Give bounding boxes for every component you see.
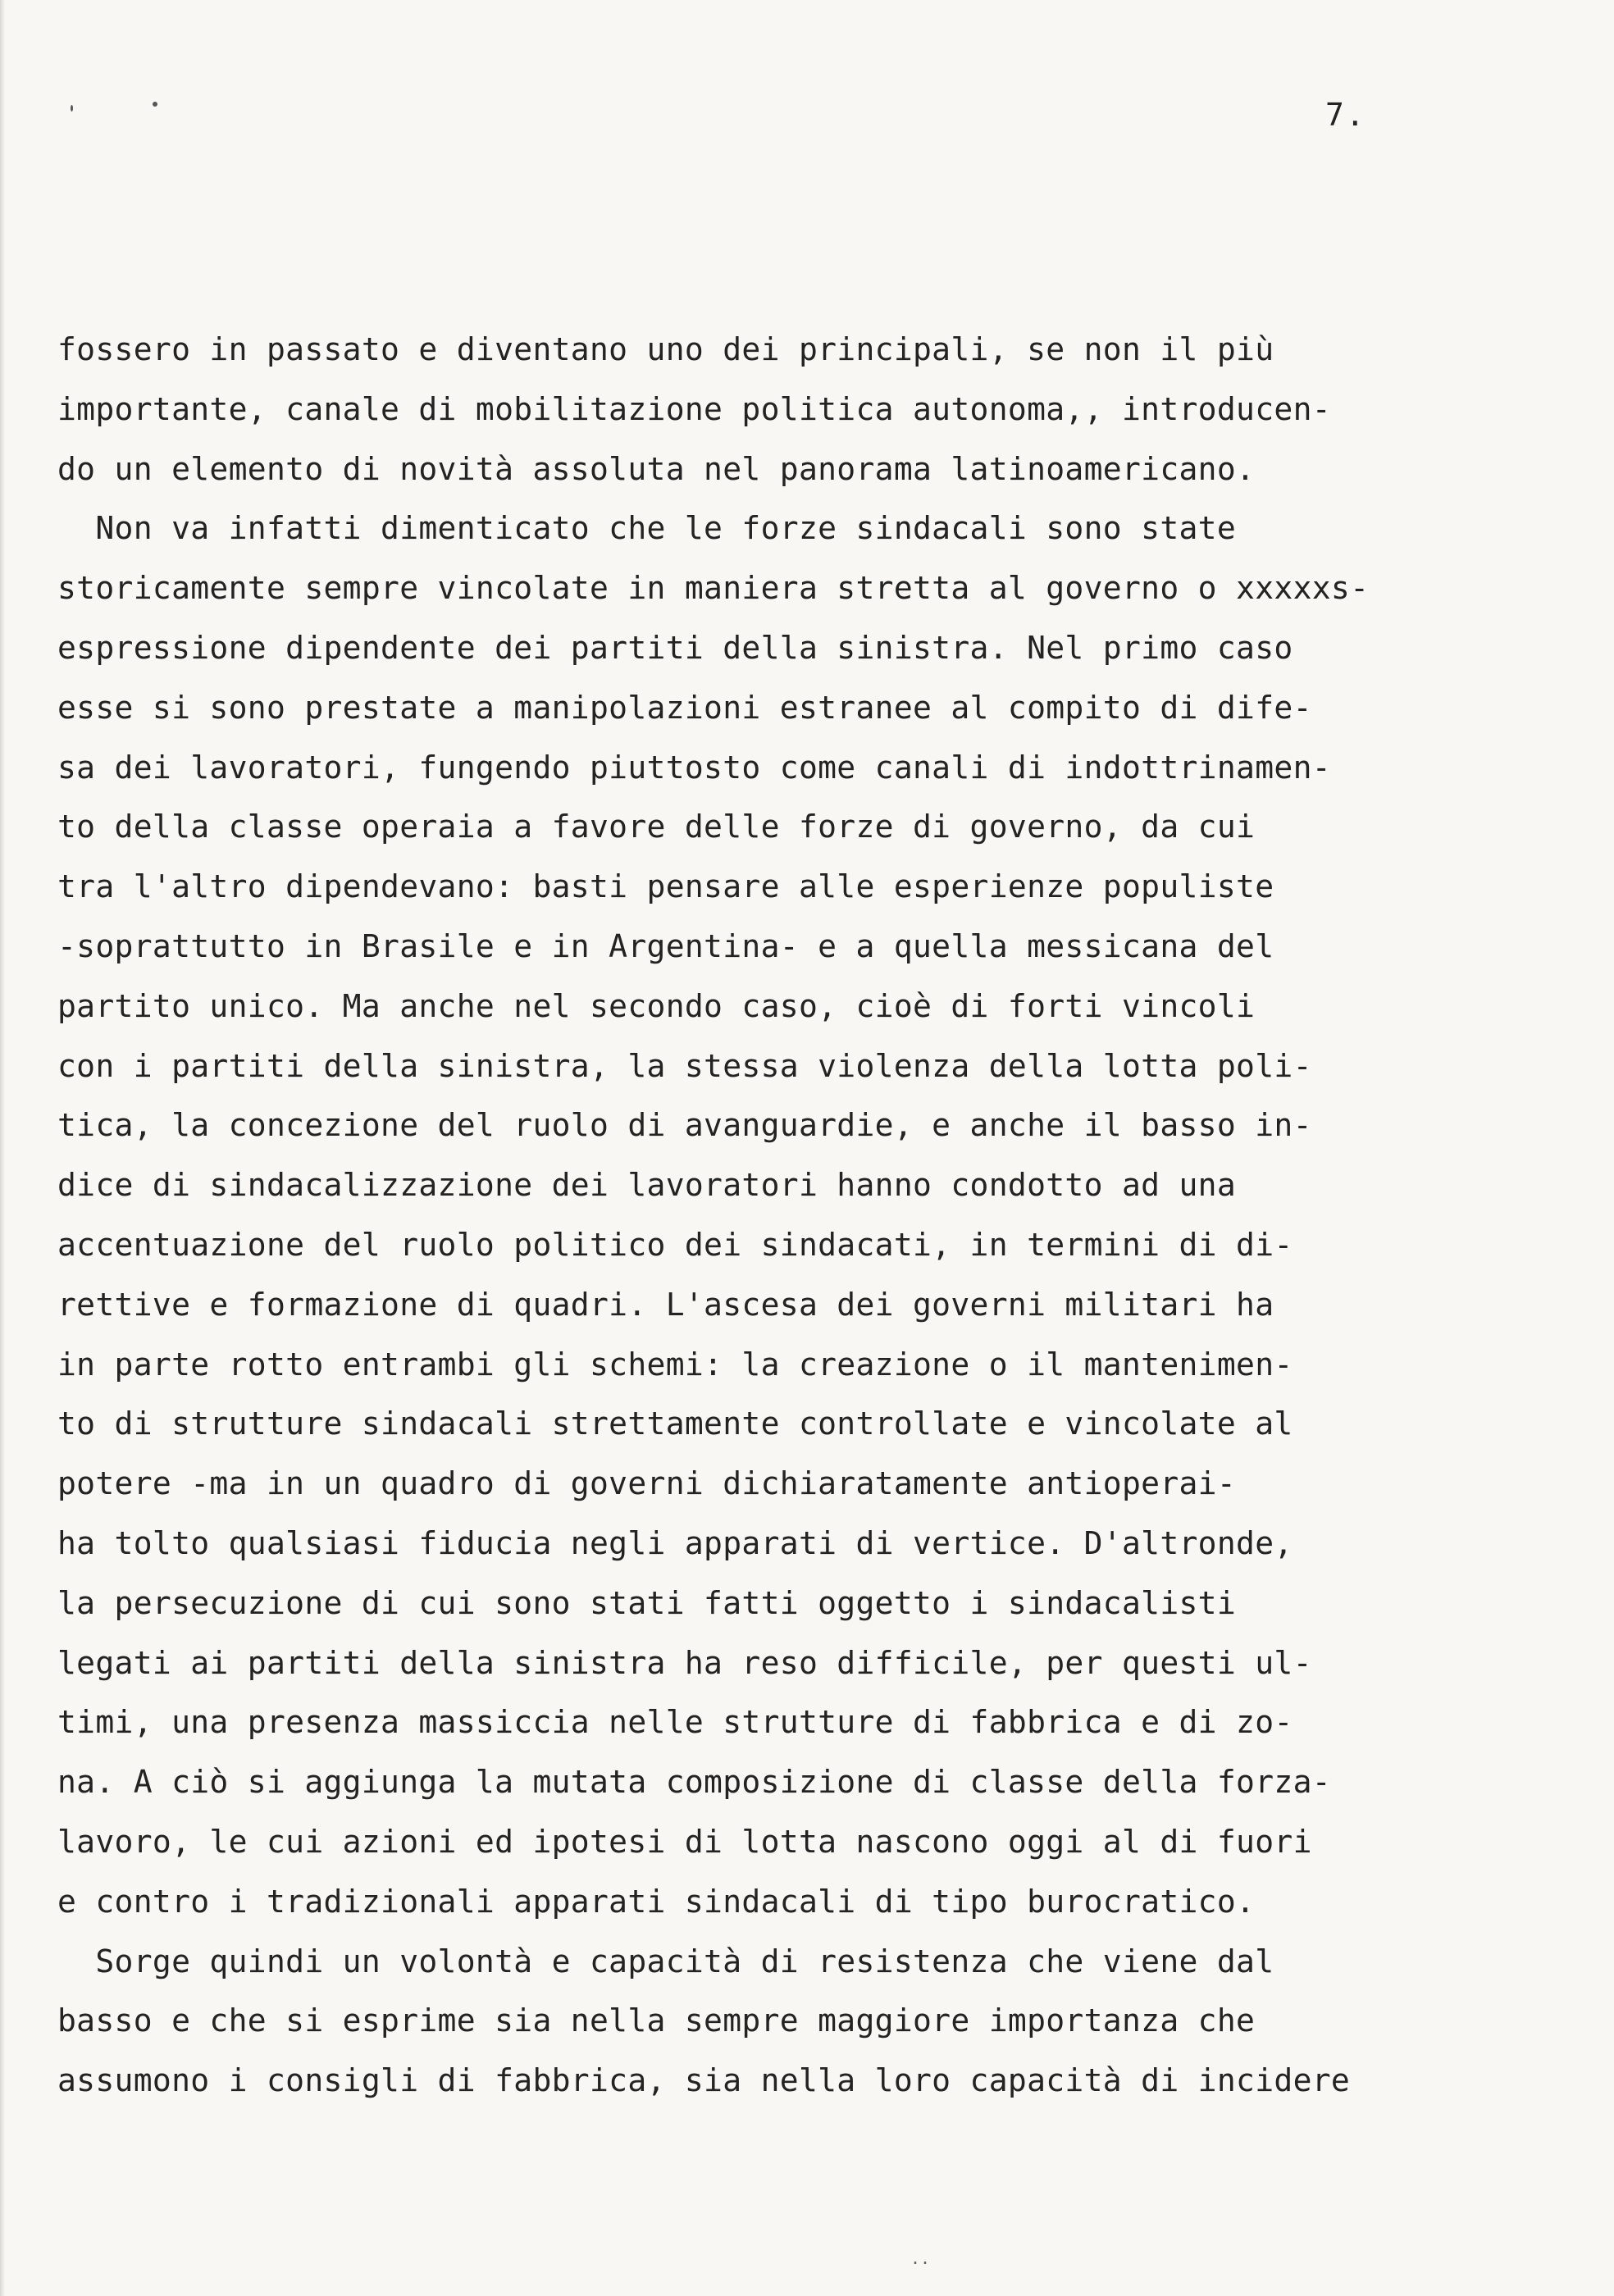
text-line: potere -ma in un quadro di governi dichiaratamente antioperai-: [57, 1465, 1237, 1502]
stray-mark: [71, 105, 73, 112]
text-line: to della classe operaia a favore delle forze di governo, da cui: [57, 809, 1256, 845]
text-line: dice di sindacalizzazione dei lavoratori hanno condotto ad una: [57, 1167, 1237, 1204]
text-line: sa dei lavoratori, fungendo piuttosto come canali di indottrinamen-: [57, 749, 1331, 786]
text-line: Sorge quindi un volontà e capacità di resistenza che viene dal: [57, 1943, 1274, 1979]
text-line: na. A ciò si aggiunga la mutata composizione di classe della forza-: [57, 1764, 1331, 1801]
text-line: storicamente sempre vincolate in maniera stretta al governo o xxxxxs-: [57, 570, 1370, 607]
typed-paragraphs: [57, 320, 1583, 2111]
page-number: 7.: [1325, 97, 1366, 133]
text-line: esse si sono prestate a manipolazioni estranee al compito di dife-: [57, 689, 1312, 726]
text-line: -soprattutto in Brasile e in Argentina- e a quella messicana del: [57, 927, 1274, 964]
text-line: con i partiti della sinistra, la stessa violenza della lotta poli-: [57, 1047, 1312, 1084]
text-line: in parte rotto entrambi gli schemi: la creazione o il mantenimen-: [57, 1346, 1293, 1383]
text-line: partito unico. Ma anche nel secondo caso, cioè di forti vincoli: [57, 987, 1256, 1024]
page-edge-shadow: [0, 0, 5, 2296]
text-line: ha tolto qualsiasi fiducia negli apparati di vertice. D'altronde,: [57, 1524, 1293, 1561]
text-line: rettive e formazione di quadri. L'ascesa dei governi militari ha: [57, 1286, 1274, 1323]
text-line: accentuazione del ruolo politico dei sindacati, in termini di di-: [57, 1226, 1293, 1263]
text-line: timi, una presenza massiccia nelle strutture di fabbrica e di zo-: [57, 1704, 1293, 1741]
text-line: fossero in passato e diventano uno dei principali, se non il più: [57, 331, 1274, 367]
text-line: lavoro, le cui azioni ed ipotesi di lotta nascono oggi al di fuori: [57, 1823, 1312, 1860]
text-line: Non va infatti dimenticato che le forze sindacali sono state: [57, 510, 1237, 547]
text-line: tica, la concezione del ruolo di avanguardie, e anche il basso in-: [57, 1107, 1312, 1144]
text-line: do un elemento di novità assoluta nel panorama latinoamericano.: [57, 450, 1256, 487]
text-line: espressione dipendente dei partiti della sinistra. Nel primo caso: [57, 629, 1293, 666]
text-line: importante, canale di mobilitazione politica autonoma,, introducen-: [57, 390, 1331, 427]
text-line: assumono i consigli di fabbrica, sia nella loro capacità di incidere: [57, 2062, 1351, 2099]
text-line: to di strutture sindacali strettamente controllate e vincolate al: [57, 1405, 1293, 1442]
text-line: tra l'altro dipendevano: basti pensare alle esperienze populiste: [57, 868, 1274, 905]
stray-mark: [153, 102, 157, 107]
bottom-stray-mark: ..: [910, 2248, 931, 2268]
text-line: la persecuzione di cui sono stati fatti oggetto i sindacalisti: [57, 1584, 1237, 1621]
text-line: basso e che si esprime sia nella sempre maggiore importanza che: [57, 2002, 1256, 2039]
text-line: legati ai partiti della sinistra ha reso difficile, per questi ul-: [57, 1644, 1312, 1681]
text-line: e contro i tradizionali apparati sindacali di tipo burocratico.: [57, 1883, 1256, 1920]
